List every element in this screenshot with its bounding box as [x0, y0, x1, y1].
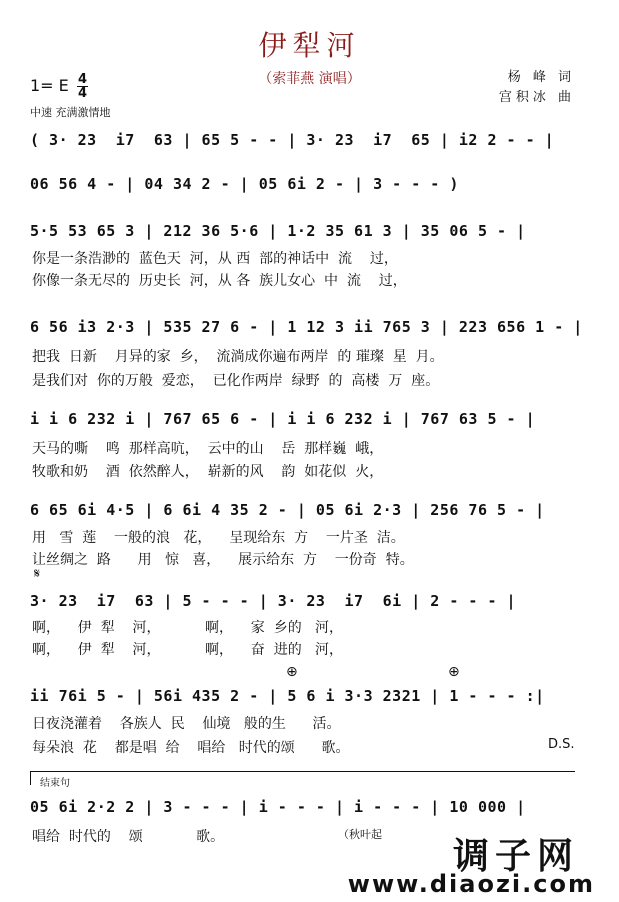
ending-label: 结束句	[40, 778, 70, 789]
segno-sign: 𝄋	[34, 566, 41, 582]
watermark-logo: 调子网	[452, 836, 579, 877]
watermark-url: www.diaozi.com	[347, 870, 595, 898]
lyricist-credit: 杨 峰 词	[507, 70, 575, 85]
lyric-line: 天马的嘶 鸣 那样高吭， 云中的山 岳 那样巍 峨，	[32, 441, 384, 457]
ending-bracket-tick	[30, 771, 31, 785]
lyric-line: 把我 日新 月异的家 乡， 流淌成你遍布两岸 的 璀璨 星 月。	[32, 349, 444, 365]
music-line: 3· 23 i7 63 | 5 - - - | 3· 23 i7 6i | 2 - - - |	[30, 592, 517, 610]
key-signature: 1= E	[30, 76, 69, 95]
singer-credit: （索菲燕 演唱）	[258, 71, 361, 87]
lyric-line: 日夜浇灌着 各族人 民 仙境 般的生 活。	[32, 716, 341, 732]
lyric-line: 你是一条浩渺的 蓝色天 河，从 西 部的神话中 流 过，	[32, 251, 398, 267]
lyric-line: 每朵浪 花 都是唱 给 唱给 时代的颂 歌。	[32, 740, 350, 756]
music-line: ii 76i 5 - | 56i 435 2 - | 5 6 i 3·3 2321 | 1 - - - :|	[30, 687, 545, 705]
time-sig-bottom: 4	[77, 86, 88, 101]
time-signature	[77, 73, 88, 100]
music-line: ( 3· 23 i7 63 | 65 5 - - | 3· 23 i7 65 | i2 2 - - |	[30, 131, 555, 149]
composer-credit: 宫积冰 曲	[498, 90, 575, 105]
song-title: 伊犁河	[258, 29, 361, 62]
lyric-line: 是我们对 你的万般 爱恋， 已化作两岸 绿野 的 高楼 万 座。	[32, 373, 440, 389]
lyric-line: 让丝绸之 路 用 惊 喜， 展示给东 方 一份奇 特。	[32, 552, 414, 568]
lyric-line: 你像一条无尽的 历史长 河，从 各 族儿女心 中 流 过，	[32, 273, 407, 289]
music-line: 6 56 i3 2·3 | 535 27 6 - | 1 12 3 ii 765 3 | 223 656 1 - |	[30, 318, 583, 336]
time-sig-top: 4	[77, 72, 88, 87]
ending-bracket	[30, 771, 575, 772]
music-line: 05 6i 2·2 2 | 3 - - - | i - - - | i - - - | 10 000 |	[30, 798, 526, 816]
arranger-credit: （秋叶起	[338, 828, 382, 841]
lyric-line: 啊， 伊 犁 河， 啊， 家 乡的 河，	[32, 620, 344, 636]
coda-sign: ⊕	[448, 664, 460, 680]
music-line: 6 65 6i 4·5 | 6 6i 4 35 2 - | 05 6i 2·3 | 256 76 5 - |	[30, 501, 545, 519]
lyric-line: 唱给 时代的 颂 歌。	[32, 829, 225, 845]
ds-marking: D.S.	[548, 737, 575, 752]
music-line: 06 56 4 - | 04 34 2 - | 05 6i 2 - | 3 - - - )	[30, 175, 459, 193]
lyric-line: 啊， 伊 犁 河， 啊， 奋 进的 河，	[32, 642, 344, 658]
lyric-line: 用 雪 莲 一般的浪 花， 呈现给东 方 一片圣 洁。	[32, 530, 405, 546]
tempo-marking: 中速 充满激情地	[30, 106, 111, 119]
music-line: 5·5 53 65 3 | 212 36 5·6 | 1·2 35 61 3 | 35 06 5 - |	[30, 222, 526, 240]
music-line: i i 6 232 i | 767 65 6 - | i i 6 232 i | 767 63 5 - |	[30, 410, 536, 428]
lyric-line: 牧歌和奶 酒 依然醉人， 崭新的风 韵 如花似 火，	[32, 464, 384, 480]
coda-sign: ⊕	[286, 664, 298, 680]
